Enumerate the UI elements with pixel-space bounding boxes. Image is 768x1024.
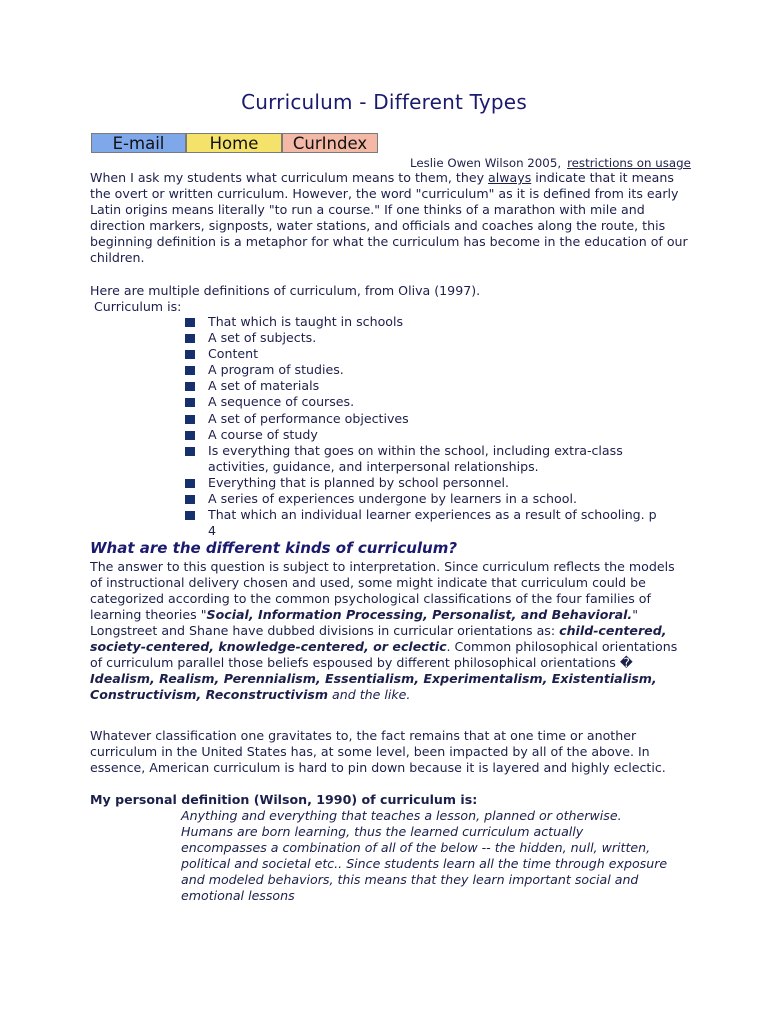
list-item-text: Is everything that goes on within the school, including extra-class activities, guidance, and interpersonal relationships.: [208, 442, 623, 474]
list-item: [185, 427, 665, 443]
list-item: [185, 507, 665, 539]
list-item-text: That which is taught in schools: [208, 314, 404, 329]
personal-definition-body: Anything and everything that teaches a lesson, planned or otherwise. Humans are born learning, thus the learned curriculum actually encompasses a combination of all of the below -- the hidden, null, written, political and societal etc.. Since students learn all the time through exposure and modeled behaviors, this means that they learn important social and emotional lessons: [181, 808, 668, 903]
square-bullet-icon: [185, 366, 195, 375]
curindex-button[interactable]: CurIndex: [282, 133, 378, 153]
list-item: [185, 362, 665, 378]
square-bullet-icon: [185, 415, 195, 424]
list-item-text: A set of materials: [208, 378, 320, 394]
list-item: [185, 443, 638, 475]
home-button[interactable]: Home: [186, 133, 282, 153]
orientations-emphasis: child-centered, society-centered, knowledge-centered, or eclectic: [90, 623, 667, 654]
intro-text-1: When I ask my students what curriculum means to them, they: [90, 170, 489, 185]
page-title: Curriculum - Different Types: [241, 90, 527, 114]
list-item: [185, 475, 665, 491]
square-bullet-icon: [185, 495, 195, 504]
always-emphasis: always: [488, 170, 532, 185]
list-item: [185, 411, 665, 427]
list-item-text: A set of performance objectives: [208, 410, 409, 426]
kinds-paragraph: [90, 559, 680, 703]
list-item: [185, 314, 665, 330]
nav-bar: [91, 133, 378, 153]
square-bullet-icon: [185, 511, 195, 520]
list-item-text: A program of studies.: [208, 362, 344, 378]
author-name: Leslie Owen Wilson 2005,: [410, 156, 562, 170]
kinds-text-1: The answer to this question is subject to interpretation. Since curriculum reflects the models of instructional delivery chosen and used, some might indicate that curriculum could be categorized according to the common psychological classifications of the four families of learning theories ": [90, 559, 675, 622]
email-button[interactable]: E-mail: [91, 133, 186, 153]
square-bullet-icon: [185, 318, 195, 327]
list-item: [185, 394, 665, 410]
list-item-text: A series of experiences undergone by learners in a school.: [208, 491, 577, 507]
list-item-text: A sequence of courses.: [208, 394, 355, 410]
kinds-text-3: . Common philosophical orientations of curriculum parallel those beliefs espoused by different philosophical orientations �: [90, 639, 678, 670]
list-item: [185, 378, 665, 394]
list-item-text: A course of study: [208, 426, 318, 442]
list-item: [185, 346, 665, 362]
square-bullet-icon: [185, 479, 195, 488]
kinds-text-2: " Longstreet and Shane have dubbed divisions in curricular orientations as:: [90, 607, 638, 638]
square-bullet-icon: [185, 334, 195, 343]
learning-theories-emphasis: Social, Information Processing, Personalist, and Behavioral.: [206, 607, 633, 622]
square-bullet-icon: [185, 447, 195, 456]
list-item-text: Content: [208, 346, 259, 362]
kinds-heading: What are the different kinds of curriculum?: [90, 539, 458, 557]
curriculum-is-label: Curriculum is:: [94, 299, 182, 314]
kinds-text-4: and the like.: [328, 687, 411, 702]
intro-paragraph: [90, 170, 690, 266]
restrictions-link[interactable]: restrictions on usage: [567, 156, 691, 170]
list-item-text: A set of subjects.: [208, 330, 317, 346]
personal-definition-heading: My personal definition (Wilson, 1990) of curriculum is:: [90, 792, 478, 807]
whatever-paragraph: Whatever classification one gravitates to, the fact remains that at one time or another curriculum in the United States has, at some level, been impacted by all of the above. In essence, American curriculum is hard to pin down because it is layered and highly eclectic.: [90, 728, 666, 775]
list-item-text: That which an individual learner experiences as a result of schooling. p 4: [208, 507, 657, 539]
intro-text-2: indicate that it means the overt or written curriculum. However, the word "curriculum" as it is defined from its early Latin origins means literally "to run a course." If one thinks of a marathon with mile and direction markers, signposts, water stations, and officials and coaches along the route, this beginning definition is a metaphor for what the curriculum has become in the education of our children.: [90, 170, 688, 265]
square-bullet-icon: [185, 350, 195, 359]
philosophies-emphasis: Idealism, Realism, Perennialism, Essentialism, Experimentalism, Existentialism, Constructivism, Reconstructivism: [90, 671, 657, 702]
author-line: [410, 156, 691, 170]
square-bullet-icon: [185, 431, 195, 440]
square-bullet-icon: [185, 382, 195, 391]
list-item-text: Everything that is planned by school personnel.: [208, 474, 509, 490]
definitions-lead: Here are multiple definitions of curriculum, from Oliva (1997).: [90, 283, 481, 298]
list-item: [185, 330, 665, 346]
list-item: [185, 491, 665, 507]
square-bullet-icon: [185, 398, 195, 407]
definitions-list: [185, 314, 665, 539]
